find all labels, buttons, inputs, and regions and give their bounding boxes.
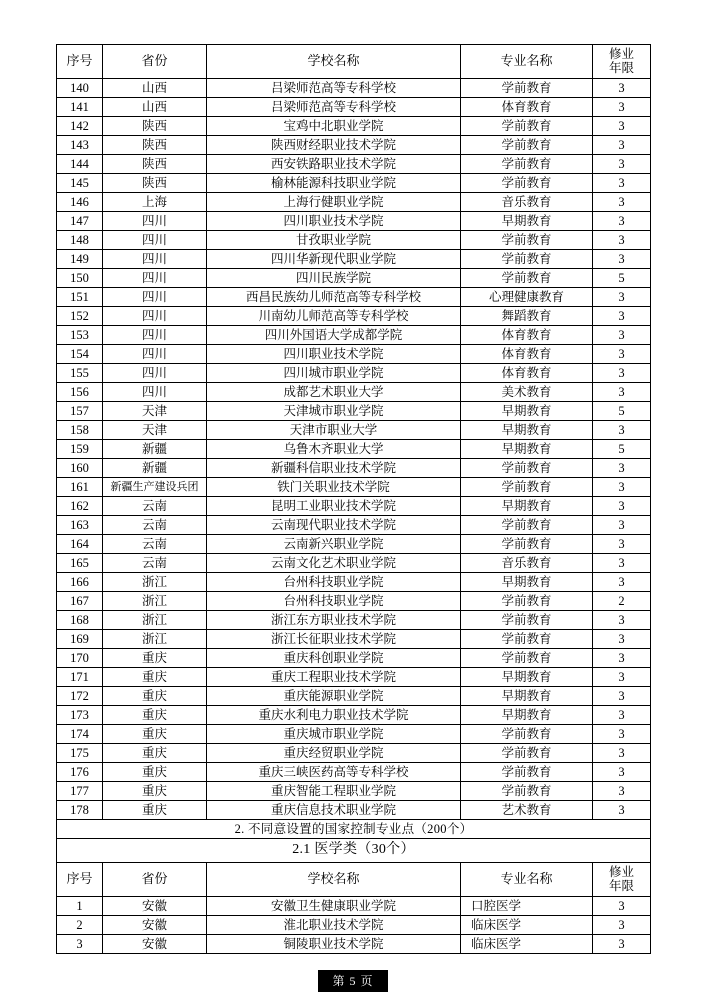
cell-province: 安徽 [103,897,207,916]
cell-province: 陕西 [103,174,207,193]
cell-province: 云南 [103,497,207,516]
table-row [57,744,651,763]
table-row [57,763,651,782]
table-row [57,687,651,706]
table-row [57,288,651,307]
cell-school: 台州科技职业学院 [207,592,461,611]
cell-seq: 156 [57,383,103,402]
table-row [57,801,651,820]
cell-years: 3 [593,725,651,744]
cell-province: 重庆 [103,744,207,763]
table-row [57,497,651,516]
cell-major: 学前教育 [461,592,593,611]
cell-school: 重庆城市职业学院 [207,725,461,744]
cell-seq: 178 [57,801,103,820]
cell-years: 3 [593,897,651,916]
cell-province: 四川 [103,269,207,288]
cell-years: 3 [593,459,651,478]
cell-major: 体育教育 [461,364,593,383]
cell-province: 新疆 [103,459,207,478]
table-row [57,155,651,174]
table-row [57,440,651,459]
cell-school: 浙江东方职业技术学院 [207,611,461,630]
table-row [57,364,651,383]
cell-seq: 151 [57,288,103,307]
cell-seq: 153 [57,326,103,345]
cell-school: 重庆能源职业学院 [207,687,461,706]
cell-school: 铜陵职业技术学院 [207,935,461,954]
table-row [57,136,651,155]
cell-province: 四川 [103,383,207,402]
cell-province: 四川 [103,345,207,364]
page-number: 第 5 页 [318,970,387,992]
table-row [57,535,651,554]
page-footer [0,970,706,992]
cell-province: 云南 [103,516,207,535]
cell-school: 乌鲁木齐职业大学 [207,440,461,459]
cell-years: 3 [593,516,651,535]
cell-years: 5 [593,440,651,459]
cell-major: 学前教育 [461,611,593,630]
cell-years: 3 [593,98,651,117]
table-row [57,174,651,193]
table-row [57,79,651,98]
table-header-row [57,45,651,79]
cell-school: 安徽卫生健康职业学院 [207,897,461,916]
cell-school: 铁门关职业技术学院 [207,478,461,497]
cell-seq: 149 [57,250,103,269]
table-row [57,326,651,345]
cell-seq: 158 [57,421,103,440]
approved-majors-table [56,44,651,954]
column-header-years-line1: 修业 [608,865,634,879]
cell-school: 四川职业技术学院 [207,212,461,231]
cell-years: 3 [593,706,651,725]
cell-seq: 160 [57,459,103,478]
table-row [57,706,651,725]
cell-major: 心理健康教育 [461,288,593,307]
cell-years: 3 [593,801,651,820]
cell-school: 天津市职业大学 [207,421,461,440]
column-header-province: 省份 [103,45,207,79]
cell-province: 四川 [103,364,207,383]
cell-province: 上海 [103,193,207,212]
table-row [57,668,651,687]
cell-major: 早期教育 [461,440,593,459]
cell-major: 早期教育 [461,573,593,592]
column-header-years [593,45,651,79]
column-header-years-line2: 年限 [608,60,634,75]
table-row [57,897,651,916]
cell-major: 学前教育 [461,155,593,174]
table-row [57,117,651,136]
cell-province: 山西 [103,79,207,98]
cell-school: 重庆工程职业技术学院 [207,668,461,687]
cell-seq: 144 [57,155,103,174]
cell-province: 重庆 [103,706,207,725]
cell-seq: 168 [57,611,103,630]
cell-seq: 161 [57,478,103,497]
cell-major: 早期教育 [461,668,593,687]
cell-seq: 2 [57,916,103,935]
cell-province: 重庆 [103,801,207,820]
table-row [57,212,651,231]
cell-major: 美术教育 [461,383,593,402]
cell-years: 3 [593,212,651,231]
cell-major: 口腔医学 [461,897,593,916]
table-row [57,231,651,250]
cell-years: 3 [593,763,651,782]
cell-major: 学前教育 [461,174,593,193]
cell-province: 天津 [103,402,207,421]
cell-seq: 159 [57,440,103,459]
cell-major: 学前教育 [461,782,593,801]
cell-school: 吕梁师范高等专科学校 [207,79,461,98]
cell-province: 重庆 [103,763,207,782]
column-header-major: 专业名称 [461,45,593,79]
cell-province: 云南 [103,535,207,554]
cell-years: 2 [593,592,651,611]
cell-school: 淮北职业技术学院 [207,916,461,935]
table-row [57,345,651,364]
cell-major: 音乐教育 [461,193,593,212]
cell-school: 台州科技职业学院 [207,573,461,592]
cell-seq: 162 [57,497,103,516]
cell-years: 3 [593,136,651,155]
cell-years: 3 [593,611,651,630]
cell-major: 学前教育 [461,231,593,250]
cell-seq: 173 [57,706,103,725]
cell-major: 学前教育 [461,725,593,744]
table-row [57,459,651,478]
cell-seq: 1 [57,897,103,916]
cell-years: 3 [593,307,651,326]
cell-province: 重庆 [103,687,207,706]
table-row [57,478,651,497]
table-row [57,592,651,611]
cell-seq: 145 [57,174,103,193]
cell-years: 3 [593,497,651,516]
table-row [57,916,651,935]
subsection-heading-row [57,839,651,863]
cell-seq: 174 [57,725,103,744]
cell-major: 学前教育 [461,79,593,98]
cell-province: 重庆 [103,782,207,801]
table-header-row-2 [57,863,651,897]
cell-school: 昆明工业职业技术学院 [207,497,461,516]
cell-province: 四川 [103,250,207,269]
cell-seq: 150 [57,269,103,288]
cell-school: 重庆三峡医药高等专科学校 [207,763,461,782]
cell-province: 四川 [103,307,207,326]
cell-school: 重庆信息技术职业学院 [207,801,461,820]
column-header-years-line2: 年限 [608,878,634,893]
cell-school: 四川华新现代职业学院 [207,250,461,269]
table-row [57,782,651,801]
cell-major: 临床医学 [461,935,593,954]
cell-major: 学前教育 [461,117,593,136]
cell-province: 新疆生产建设兵团 [103,478,207,497]
column-header-province: 省份 [103,863,207,897]
table-body [57,79,651,954]
cell-years: 3 [593,193,651,212]
cell-school: 重庆科创职业学院 [207,649,461,668]
cell-seq: 154 [57,345,103,364]
cell-seq: 163 [57,516,103,535]
cell-years: 3 [593,916,651,935]
cell-years: 3 [593,364,651,383]
column-header-seq: 序号 [57,45,103,79]
cell-years: 3 [593,174,651,193]
cell-seq: 147 [57,212,103,231]
cell-seq: 169 [57,630,103,649]
cell-school: 西昌民族幼儿师范高等专科学校 [207,288,461,307]
cell-province: 四川 [103,212,207,231]
table-row [57,573,651,592]
table-row [57,193,651,212]
cell-seq: 152 [57,307,103,326]
cell-years: 3 [593,554,651,573]
cell-province: 重庆 [103,649,207,668]
table-row [57,554,651,573]
cell-years: 3 [593,250,651,269]
cell-seq: 157 [57,402,103,421]
cell-school: 云南现代职业技术学院 [207,516,461,535]
cell-school: 四川民族学院 [207,269,461,288]
cell-province: 云南 [103,554,207,573]
cell-province: 陕西 [103,117,207,136]
cell-seq: 176 [57,763,103,782]
cell-province: 安徽 [103,935,207,954]
cell-seq: 170 [57,649,103,668]
cell-years: 3 [593,649,651,668]
table-row [57,649,651,668]
table-row [57,935,651,954]
cell-major: 学前教育 [461,535,593,554]
cell-years: 5 [593,402,651,421]
cell-school: 四川职业技术学院 [207,345,461,364]
column-header-years [593,863,651,897]
cell-major: 学前教育 [461,459,593,478]
cell-seq: 146 [57,193,103,212]
cell-seq: 140 [57,79,103,98]
cell-school: 新疆科信职业技术学院 [207,459,461,478]
cell-major: 体育教育 [461,345,593,364]
cell-years: 3 [593,573,651,592]
cell-major: 早期教育 [461,212,593,231]
cell-years: 3 [593,117,651,136]
cell-school: 浙江长征职业技术学院 [207,630,461,649]
cell-school: 重庆经贸职业学院 [207,744,461,763]
column-header-school: 学校名称 [207,45,461,79]
section-heading-row [57,820,651,839]
cell-major: 学前教育 [461,744,593,763]
cell-province: 新疆 [103,440,207,459]
cell-province: 陕西 [103,136,207,155]
cell-major: 学前教育 [461,630,593,649]
cell-years: 5 [593,269,651,288]
cell-major: 学前教育 [461,516,593,535]
cell-school: 陕西财经职业技术学院 [207,136,461,155]
cell-years: 3 [593,79,651,98]
cell-major: 学前教育 [461,649,593,668]
cell-seq: 3 [57,935,103,954]
cell-major: 体育教育 [461,98,593,117]
table-header [57,45,651,79]
cell-years: 3 [593,421,651,440]
cell-years: 3 [593,383,651,402]
table-row [57,421,651,440]
cell-years: 3 [593,687,651,706]
cell-major: 学前教育 [461,136,593,155]
cell-school: 上海行健职业学院 [207,193,461,212]
cell-school: 西安铁路职业技术学院 [207,155,461,174]
cell-years: 3 [593,782,651,801]
table-row [57,516,651,535]
cell-years: 3 [593,668,651,687]
cell-major: 学前教育 [461,763,593,782]
cell-years: 3 [593,935,651,954]
cell-province: 重庆 [103,725,207,744]
table-row [57,250,651,269]
cell-seq: 142 [57,117,103,136]
cell-school: 吕梁师范高等专科学校 [207,98,461,117]
cell-seq: 164 [57,535,103,554]
cell-school: 宝鸡中北职业学院 [207,117,461,136]
table-row [57,630,651,649]
cell-province: 四川 [103,288,207,307]
cell-province: 浙江 [103,573,207,592]
cell-seq: 177 [57,782,103,801]
cell-years: 3 [593,478,651,497]
cell-province: 陕西 [103,155,207,174]
cell-seq: 143 [57,136,103,155]
cell-school: 重庆水利电力职业技术学院 [207,706,461,725]
table-row [57,611,651,630]
cell-seq: 141 [57,98,103,117]
cell-years: 3 [593,288,651,307]
cell-major: 早期教育 [461,687,593,706]
cell-major: 早期教育 [461,497,593,516]
cell-province: 重庆 [103,668,207,687]
cell-seq: 172 [57,687,103,706]
cell-major: 音乐教育 [461,554,593,573]
cell-seq: 167 [57,592,103,611]
cell-years: 3 [593,155,651,174]
cell-major: 艺术教育 [461,801,593,820]
cell-province: 山西 [103,98,207,117]
table-row [57,307,651,326]
subsection-title: 2.1 医学类（30个） [57,839,651,863]
cell-major: 早期教育 [461,421,593,440]
cell-major: 早期教育 [461,402,593,421]
cell-school: 天津城市职业学院 [207,402,461,421]
cell-years: 3 [593,630,651,649]
cell-years: 3 [593,535,651,554]
cell-school: 成都艺术职业大学 [207,383,461,402]
cell-major: 学前教育 [461,250,593,269]
cell-major: 临床医学 [461,916,593,935]
cell-major: 早期教育 [461,706,593,725]
column-header-school: 学校名称 [207,863,461,897]
cell-school: 川南幼儿师范高等专科学校 [207,307,461,326]
cell-years: 3 [593,744,651,763]
table-row [57,725,651,744]
cell-province: 浙江 [103,592,207,611]
cell-major: 学前教育 [461,478,593,497]
column-header-years-line1: 修业 [608,47,634,61]
cell-province: 浙江 [103,630,207,649]
cell-seq: 171 [57,668,103,687]
table-row [57,383,651,402]
cell-province: 天津 [103,421,207,440]
column-header-major: 专业名称 [461,863,593,897]
section-title: 2. 不同意设置的国家控制专业点（200个） [57,820,651,839]
table-row [57,98,651,117]
table-row [57,269,651,288]
cell-province: 四川 [103,326,207,345]
cell-school: 云南新兴职业学院 [207,535,461,554]
cell-school: 榆林能源科技职业学院 [207,174,461,193]
cell-school: 四川城市职业学院 [207,364,461,383]
cell-major: 体育教育 [461,326,593,345]
cell-seq: 165 [57,554,103,573]
cell-school: 云南文化艺术职业学院 [207,554,461,573]
table-row [57,402,651,421]
cell-years: 3 [593,345,651,364]
cell-years: 3 [593,326,651,345]
cell-province: 浙江 [103,611,207,630]
cell-seq: 148 [57,231,103,250]
cell-school: 四川外国语大学成都学院 [207,326,461,345]
cell-seq: 166 [57,573,103,592]
cell-province: 安徽 [103,916,207,935]
cell-school: 甘孜职业学院 [207,231,461,250]
cell-major: 舞蹈教育 [461,307,593,326]
column-header-seq: 序号 [57,863,103,897]
cell-province: 四川 [103,231,207,250]
cell-major: 学前教育 [461,269,593,288]
cell-seq: 175 [57,744,103,763]
cell-years: 3 [593,231,651,250]
cell-seq: 155 [57,364,103,383]
cell-school: 重庆智能工程职业学院 [207,782,461,801]
